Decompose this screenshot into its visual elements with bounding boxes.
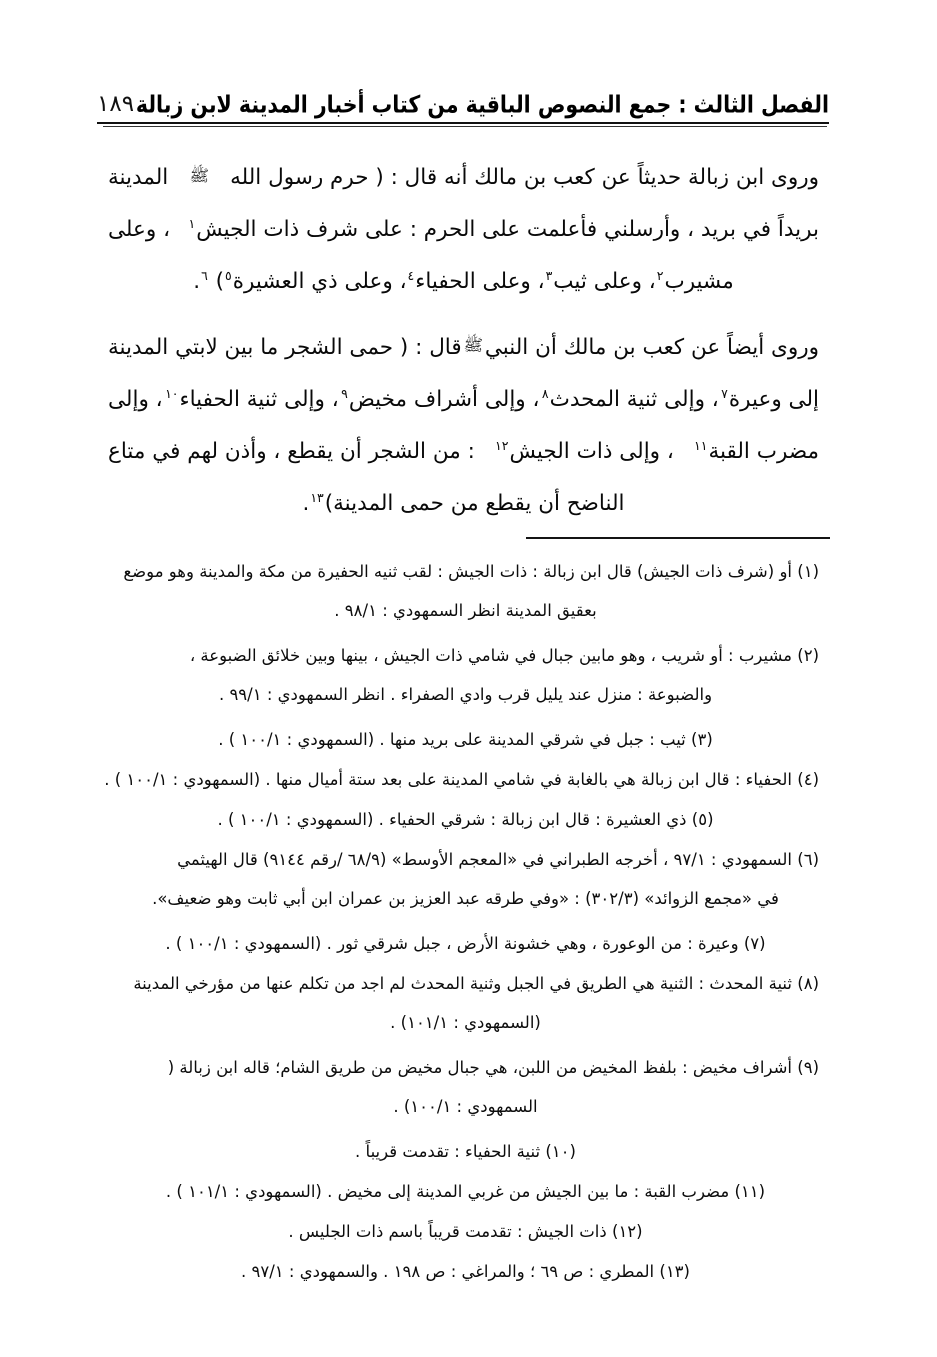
paragraph-2-line-3-seg-2: ، وإلى ذات الجيش$^{١٢}$ [495,437,674,464]
footnote-7 [112,924,819,963]
footnote-marker-12[interactable]: ١٢ [495,437,509,453]
footnote-11 [112,1172,819,1211]
body-paragraph-2 [108,322,819,530]
footnote-2-line-1: (٢) مشيرب : أو شريب ، وهو مابين جبال في شامي ذات الجيش ، بينها وبين خلائق الضبوعة ، [189,646,819,665]
footnote-1-line-2: بعقيق المدينة انظر السمهودي : ٩٨/١ . [334,601,597,620]
paragraph-2-line-2-seg-5: ، وإلى [108,387,163,412]
sallallahu-alayhi-wasallam-icon: ﷺ [189,166,209,186]
page-header [97,78,829,124]
body-text-area [108,152,819,536]
footnote-8 [112,964,819,1042]
footnote-13-line-1: (١٣) المطري : ص ٦٩ ؛ والمراغي : ص ١٩٨ . والسمهودي : ٩٧/١ . [241,1262,690,1281]
footnote-marker-11[interactable]: ١١ [694,437,708,453]
footnote-marker-5[interactable]: ٥ [225,267,232,283]
paragraph-1-line-1-text-a: وروى ابن زبالة حديثاً عن كعب بن مالك أنه قال : ( حرم رسول الله [230,165,819,190]
paragraph-2-line-3-seg-3: : من الشجر أن يقطع ، وأذن لهم في متاع [108,439,475,464]
footnote-10 [112,1132,819,1171]
paragraph-2-line-2 [108,374,819,426]
footnote-marker-13[interactable]: ١٣ [310,489,324,505]
footnote-6-line-2: في «مجمع الزوائد» (٣٠٢/٣) : «وفي طرقه عبد العزيز بن عمران ابن أبي ثابت وهو ضعيف». [152,889,779,908]
footnotes-area [104,552,819,1292]
footnote-marker-6[interactable]: ٦ [201,267,208,283]
paragraph-2-line-1-text-b: قال : ( حمى الشجر ما بين لابتي المدينة [108,335,462,360]
paragraph-2-line-4 [108,478,819,530]
paragraph-1-line-3-seg-5: ) $^٦$ [201,267,225,294]
header-divider-rule [97,122,829,127]
footnote-6-line-1: (٦) السمهودي : ٩٧/١ ، أخرجه الطبراني في «المعجم الأوسط» (٦٨/٩ /رقم ٩١٤٤) قال الهيثمي [177,850,819,869]
paragraph-1-line-2-text-a: بريداً في بريد ، وأرسلني فأعلمت على الحرم : على شرف ذات الجيش$^١$ [188,215,819,242]
running-head-title: الفصل الثالث : جمع النصوص الباقية من كتاب أخبار المدينة لابن زبالة [135,90,829,119]
paragraph-1-line-3-seg-4: ، وعلى ذي العشيرة$^٥$ [225,267,407,294]
footnote-marker-10[interactable]: ١٠ [165,385,179,401]
footnote-marker-1[interactable]: ١ [188,215,196,231]
paragraph-2-line-2-seg-2: ، وإلى ثنية المحدث$^٨$ [541,385,719,412]
footnote-3 [112,720,819,759]
paragraph-2-line-1 [108,322,819,374]
paragraph-1-line-2 [108,204,819,256]
footnote-5 [112,800,819,839]
footnote-2-line-2: والضبوعة : منزل عند يليل قرب وادي الصفراء . انظر السمهودي : ٩٩/١ . [218,685,713,704]
footnote-12 [112,1212,819,1251]
footnote-8-line-1: (٨) ثنية المحدث : الثنية هي الطريق في الجبل وثنية المحدث لم اجد من تكلم عنها من مؤرخي المدينة [133,974,819,993]
footnote-3-line-1: (٣) ثيب : جبل في شرقي المدينة على بريد منها . (السمهودي : ١٠٠/١ ) . [218,730,713,749]
footnote-1 [112,552,819,630]
footnote-5-line-1: (٥) ذي العشيرة : قال ابن زبالة : شرقي الحفياء . (السمهودي : ١٠٠/١ ) . [217,810,714,829]
footnote-marker-8[interactable]: ٨ [541,385,549,401]
paragraph-2-line-2-seg-4: ، وإلى ثنية الحفياء$^{١٠}$ [165,385,339,412]
paragraph-1-line-3 [108,256,819,308]
footnote-4-line-1: (٤) الحفياء : قال ابن زبالة هي بالغابة في شامي المدينة على بعد ستة أميال منها . (السمهودي : ١٠٠/١ ) . [104,770,819,789]
paragraph-1-line-3-seg-3: ، وعلى الحفياء$^٤$ [407,267,545,294]
footnote-6 [112,840,819,918]
paragraph-2-line-4-seg-2: . [302,491,310,516]
paragraph-1-line-1-text-b: المدينة [108,165,169,190]
footnote-8-line-2: (السمهودي : ١٠١/١) . [390,1013,541,1032]
footnote-marker-7[interactable]: ٧ [721,385,728,401]
footnote-9 [112,1048,819,1126]
footnote-marker-2[interactable]: ٢ [656,267,664,283]
body-paragraph-1 [108,152,819,308]
paragraph-1-line-3-seg-2: ، وعلى ثيب$^٣$ [545,267,656,294]
footnote-2 [112,636,819,714]
footnote-marker-4[interactable]: ٤ [407,267,415,283]
paragraph-2-line-4-seg-1: الناضح أن يقطع من حمى المدينة)$^{١٣}$ [310,489,625,516]
footnote-12-line-1: (١٢) ذات الجيش : تقدمت قريباً باسم ذات الجليس . [288,1222,643,1241]
header-rule-thick [97,122,829,124]
footnote-9-line-1: (٩) أشراف مخيض : بلفظ المخيض من اللبن، هي جبال مخيض من طريق الشام؛ قاله ابن زبالة ( [167,1058,819,1077]
footnote-11-line-1: (١١) مضرب القبة : ما بين الجيش من غربي المدينة إلى مخيض . (السمهودي : ١٠١/١ ) . [165,1182,766,1201]
paragraph-1-line-2-text-b: ، وعلى [108,217,171,242]
footnote-1-line-1: (١) أو (شرف ذات الجيش) قال ابن زبالة : ذات الجيش : لقب ثنيه الحفيرة من مكة والمدينة وهو موضع [123,562,819,581]
header-rule-thin [103,126,827,127]
paragraph-2-line-3 [108,426,819,478]
footnote-marker-3[interactable]: ٣ [545,267,553,283]
footnote-9-line-2: السمهودي : ١٠٠/١) . [393,1097,538,1116]
footnote-10-line-1: (١٠) ثنية الحفياء : تقدمت قريباً . [355,1142,576,1161]
footnote-4 [104,760,819,799]
paragraph-1-line-3-seg-6: . [193,269,201,294]
page-number: ١٨٩ [97,90,135,117]
footnote-marker-9[interactable]: ٩ [341,385,348,401]
sallallahu-alayhi-wasallam-icon-2: ﷺ [463,336,484,356]
footnote-7-line-1: (٧) وعيرة : من الوعورة ، وهي خشونة الأرض ، جبل شرقي ثور . (السمهودي : ١٠٠/١ ) . [165,934,766,953]
paragraph-2-line-2-seg-1: إلى وعيرة$^٧$ [721,385,819,412]
paragraph-2-line-2-seg-3: ، وإلى أشراف مخيض$^٩$ [341,385,540,412]
footnote-13 [112,1252,819,1291]
paragraph-1-line-3-seg-1: مشيرب$^٢$ [656,267,734,294]
paragraph-1-line-1 [108,152,819,204]
paragraph-2-line-1-text-a: وروى أيضاً عن كعب بن مالك أن النبي [484,335,819,360]
footnote-separator-rule [526,537,830,539]
paragraph-2-line-3-seg-1: مضرب القبة$^{١١}$ [694,437,819,464]
